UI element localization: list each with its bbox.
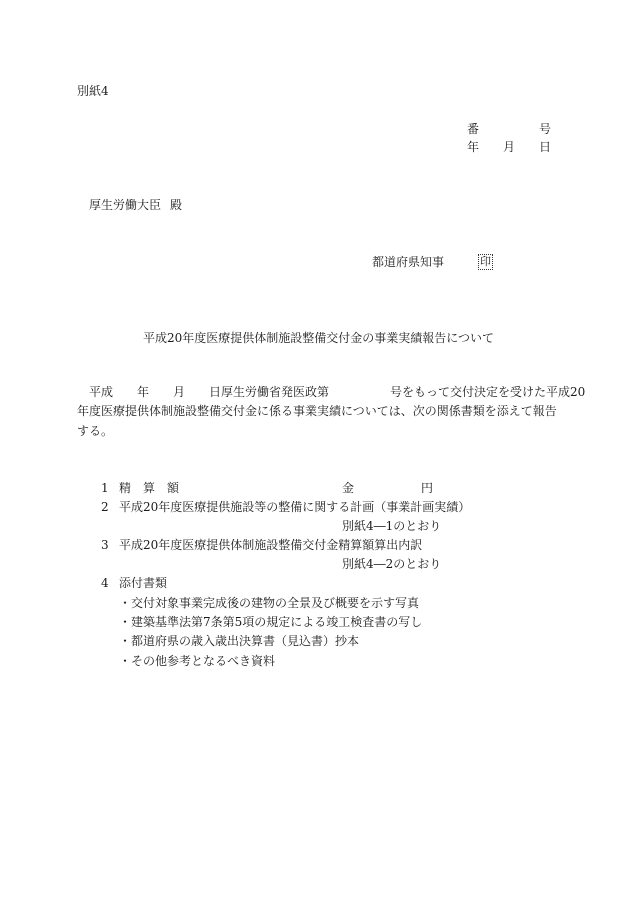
attachment-item: ・交付対象事業完成後の建物の全景及び概要を示す写真 bbox=[119, 596, 420, 610]
item-label: 平成20年度医療提供体制施設整備交付金精算額算出内訳 bbox=[119, 538, 423, 552]
sender-title: 都道府県知事 bbox=[372, 255, 445, 269]
body-month: 月 bbox=[173, 385, 186, 399]
body-line3: する。 bbox=[77, 424, 114, 438]
item-label: 添付書類 bbox=[119, 576, 168, 590]
document-title: 平成20年度医療提供体制施設整備交付金の事業実績報告について bbox=[143, 331, 495, 345]
body-line1-rest: 号をもって交付決定を受けた平成20 bbox=[390, 385, 586, 399]
date-month-label: 月 bbox=[503, 140, 516, 154]
item-reference: 別紙4―1のとおり bbox=[342, 519, 442, 533]
item-number: 4 bbox=[101, 576, 109, 590]
addressee-title: 厚生労働大臣 bbox=[89, 198, 162, 212]
number-suffix: 号 bbox=[539, 122, 552, 136]
item-label: 平成20年度医療提供施設等の整備に関する計画（事業計画実績） bbox=[119, 500, 471, 514]
item-number: 3 bbox=[101, 538, 109, 552]
body-line2: 年度医療提供体制施設整備交付金に係る事業実績については、次の関係書類を添えて報告 bbox=[77, 404, 557, 418]
amount-label: 金 bbox=[342, 481, 355, 495]
body-year: 年 bbox=[137, 385, 150, 399]
attachment-item: ・その他参考となるべき資料 bbox=[119, 654, 276, 668]
addressee-honorific: 殿 bbox=[170, 198, 183, 212]
item-number: 2 bbox=[101, 500, 109, 514]
seal-mark: 印 bbox=[480, 255, 491, 268]
attachment-item: ・都道府県の歳入歳出決算書（見込書）抄本 bbox=[119, 634, 360, 648]
amount-unit: 円 bbox=[421, 481, 434, 495]
date-day-label: 日 bbox=[539, 140, 552, 154]
date-year-label: 年 bbox=[467, 140, 480, 154]
item-label: 精 算 額 bbox=[119, 481, 180, 495]
attachment-item: ・建築基準法第7条第5項の規定による竣工検査書の写し bbox=[119, 615, 423, 629]
body-day-notice: 日厚生労働省発医政第 bbox=[209, 385, 330, 399]
item-number: 1 bbox=[101, 481, 109, 495]
body-era: 平成 bbox=[89, 385, 114, 399]
number-label: 番 bbox=[467, 122, 480, 136]
item-reference: 別紙4―2のとおり bbox=[342, 557, 442, 571]
attachment-label: 別紙4 bbox=[77, 84, 109, 98]
